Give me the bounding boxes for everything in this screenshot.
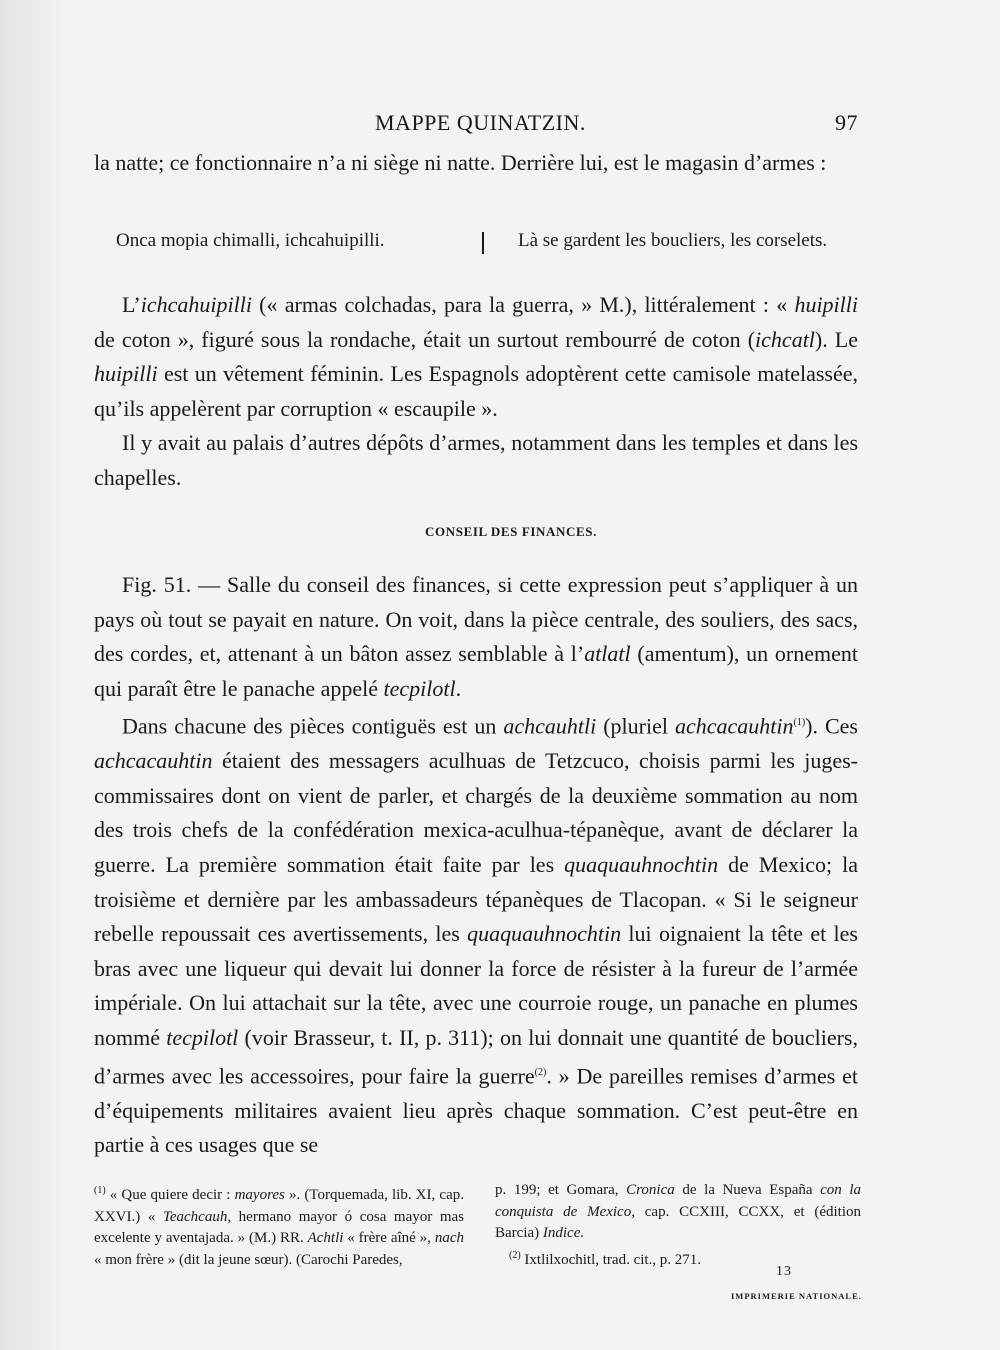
paragraph-achcauhtli: Dans chacune des pièces contiguës est un achcauhtli (pluriel achcacauhtin$^{(1)}$). Ces achcacauhtin étaient des messagers aculhuas de Tetzcuco, choisis parmi les juges-commissaires dont on vient de parler, et chargés de la deuxième sommation au nom des trois chefs de la confédération mexica-aculhua-tépanèque, avant de déclarer la guerre. La première sommation était faite par les quaquauhnochtin de Mexico; la troisième et dernière par les ambassadeurs tépanèques de Tlacopan. « Si le seigneur rebelle repoussait ces avertissements, les quaquauhnochtin lui oignaient la tête et les bras avec une liqueur qui devait lui donner la force de résister à la fureur de l’armée impériale. On lui attachait sur la tête, avec une courroie rouge, un panache en plumes nommé tecpilotl (voir Brasseur, t. II, p. 311); on lui donnait une quantité de boucliers, d’armes avec les accessoires, pour faire la guerre$^{(2)}$. » De pareilles remises d’armes et d’équipements militaires avaient lieu après chaque sommation. C’est peut-être en partie à ces usages que se (94, 713, 858, 1158)
footnote-ref-1: (1) (793, 717, 806, 729)
signature-mark: 13 (776, 1264, 792, 1279)
inscription-french: Là se gardent les boucliers, les corselets. (518, 230, 828, 251)
paragraph-fig51: Fig. 51. — Salle du conseil des finances, si cette expression peut s’appliquer à un pays où tout se payait en nature. On voit, dans la pièce centrale, des souliers, des sacs, des cordes, et, attenant à un bâton assez semblable à l’atlatl (amentum), un ornement qui paraît être le panache appelé tecpilotl. (94, 572, 858, 701)
inscription-row (116, 230, 866, 260)
paragraph-continuation: la natte; ce fonctionnaire n’a ni siège ni natte. Derrière lui, est le magasin d’armes : (94, 150, 827, 175)
text-block-middle (94, 288, 858, 496)
running-head-title: MAPPE QUINATZIN. (375, 110, 586, 135)
text-block-top (94, 146, 858, 181)
footnote-column-right (495, 1180, 861, 1271)
footnote-2: $^{(2)}$ Ixtlilxochitl, trad. cit., p. 271. (509, 1249, 702, 1268)
page-gutter-shadow (0, 0, 70, 1350)
footnote-1-continued: p. 199; et Gomara, Cronica de la Nueva España con la conquista de Mexico, cap. CCXIII, CCXX, et (édition Barcia) Indice. (495, 1182, 861, 1241)
text-block-main (94, 568, 858, 1163)
running-head (0, 110, 1000, 138)
printer-mark: IMPRIMERIE NATIONALE. (731, 1291, 862, 1301)
paragraph-depots: Il y avait au palais d’autres dépôts d’armes, notamment dans les temples et dans les chapelles. (94, 430, 858, 490)
section-heading: CONSEIL DES FINANCES. (425, 524, 597, 539)
inscription-nahuatl: Onca mopia chimalli, ichcahuipilli. (116, 230, 385, 251)
footnote-1: $^{(1)}$ « Que quiere decir : mayores ». (Torquemada, lib. XI, cap. XXVI.) « Teachcauh, hermano mayor ó cosa mayor mas excelente y aventajada. » (M.) RR. Achtli « frère aîné », nach « mon frère » (dit la jeune sœur). (Carochi Paredes, (94, 1185, 464, 1268)
footnote-ref-2: (2) (534, 1066, 547, 1078)
inscription-divider (482, 232, 484, 254)
paragraph-ichcahuipilli: L’ichcahuipilli (« armas colchadas, para la guerra, » M.), littéralement : « huipilli de coton », figuré sous la rondache, était un surtout rembourré de coton (ichcatl). Le huipilli est un vêtement féminin. Les Espagnols adoptèrent cette camisole matelassée, qu’ils appelèrent par corruption « escaupile ». (94, 292, 859, 421)
footnote-column-left (94, 1180, 464, 1271)
page-number: 97 (835, 110, 858, 135)
